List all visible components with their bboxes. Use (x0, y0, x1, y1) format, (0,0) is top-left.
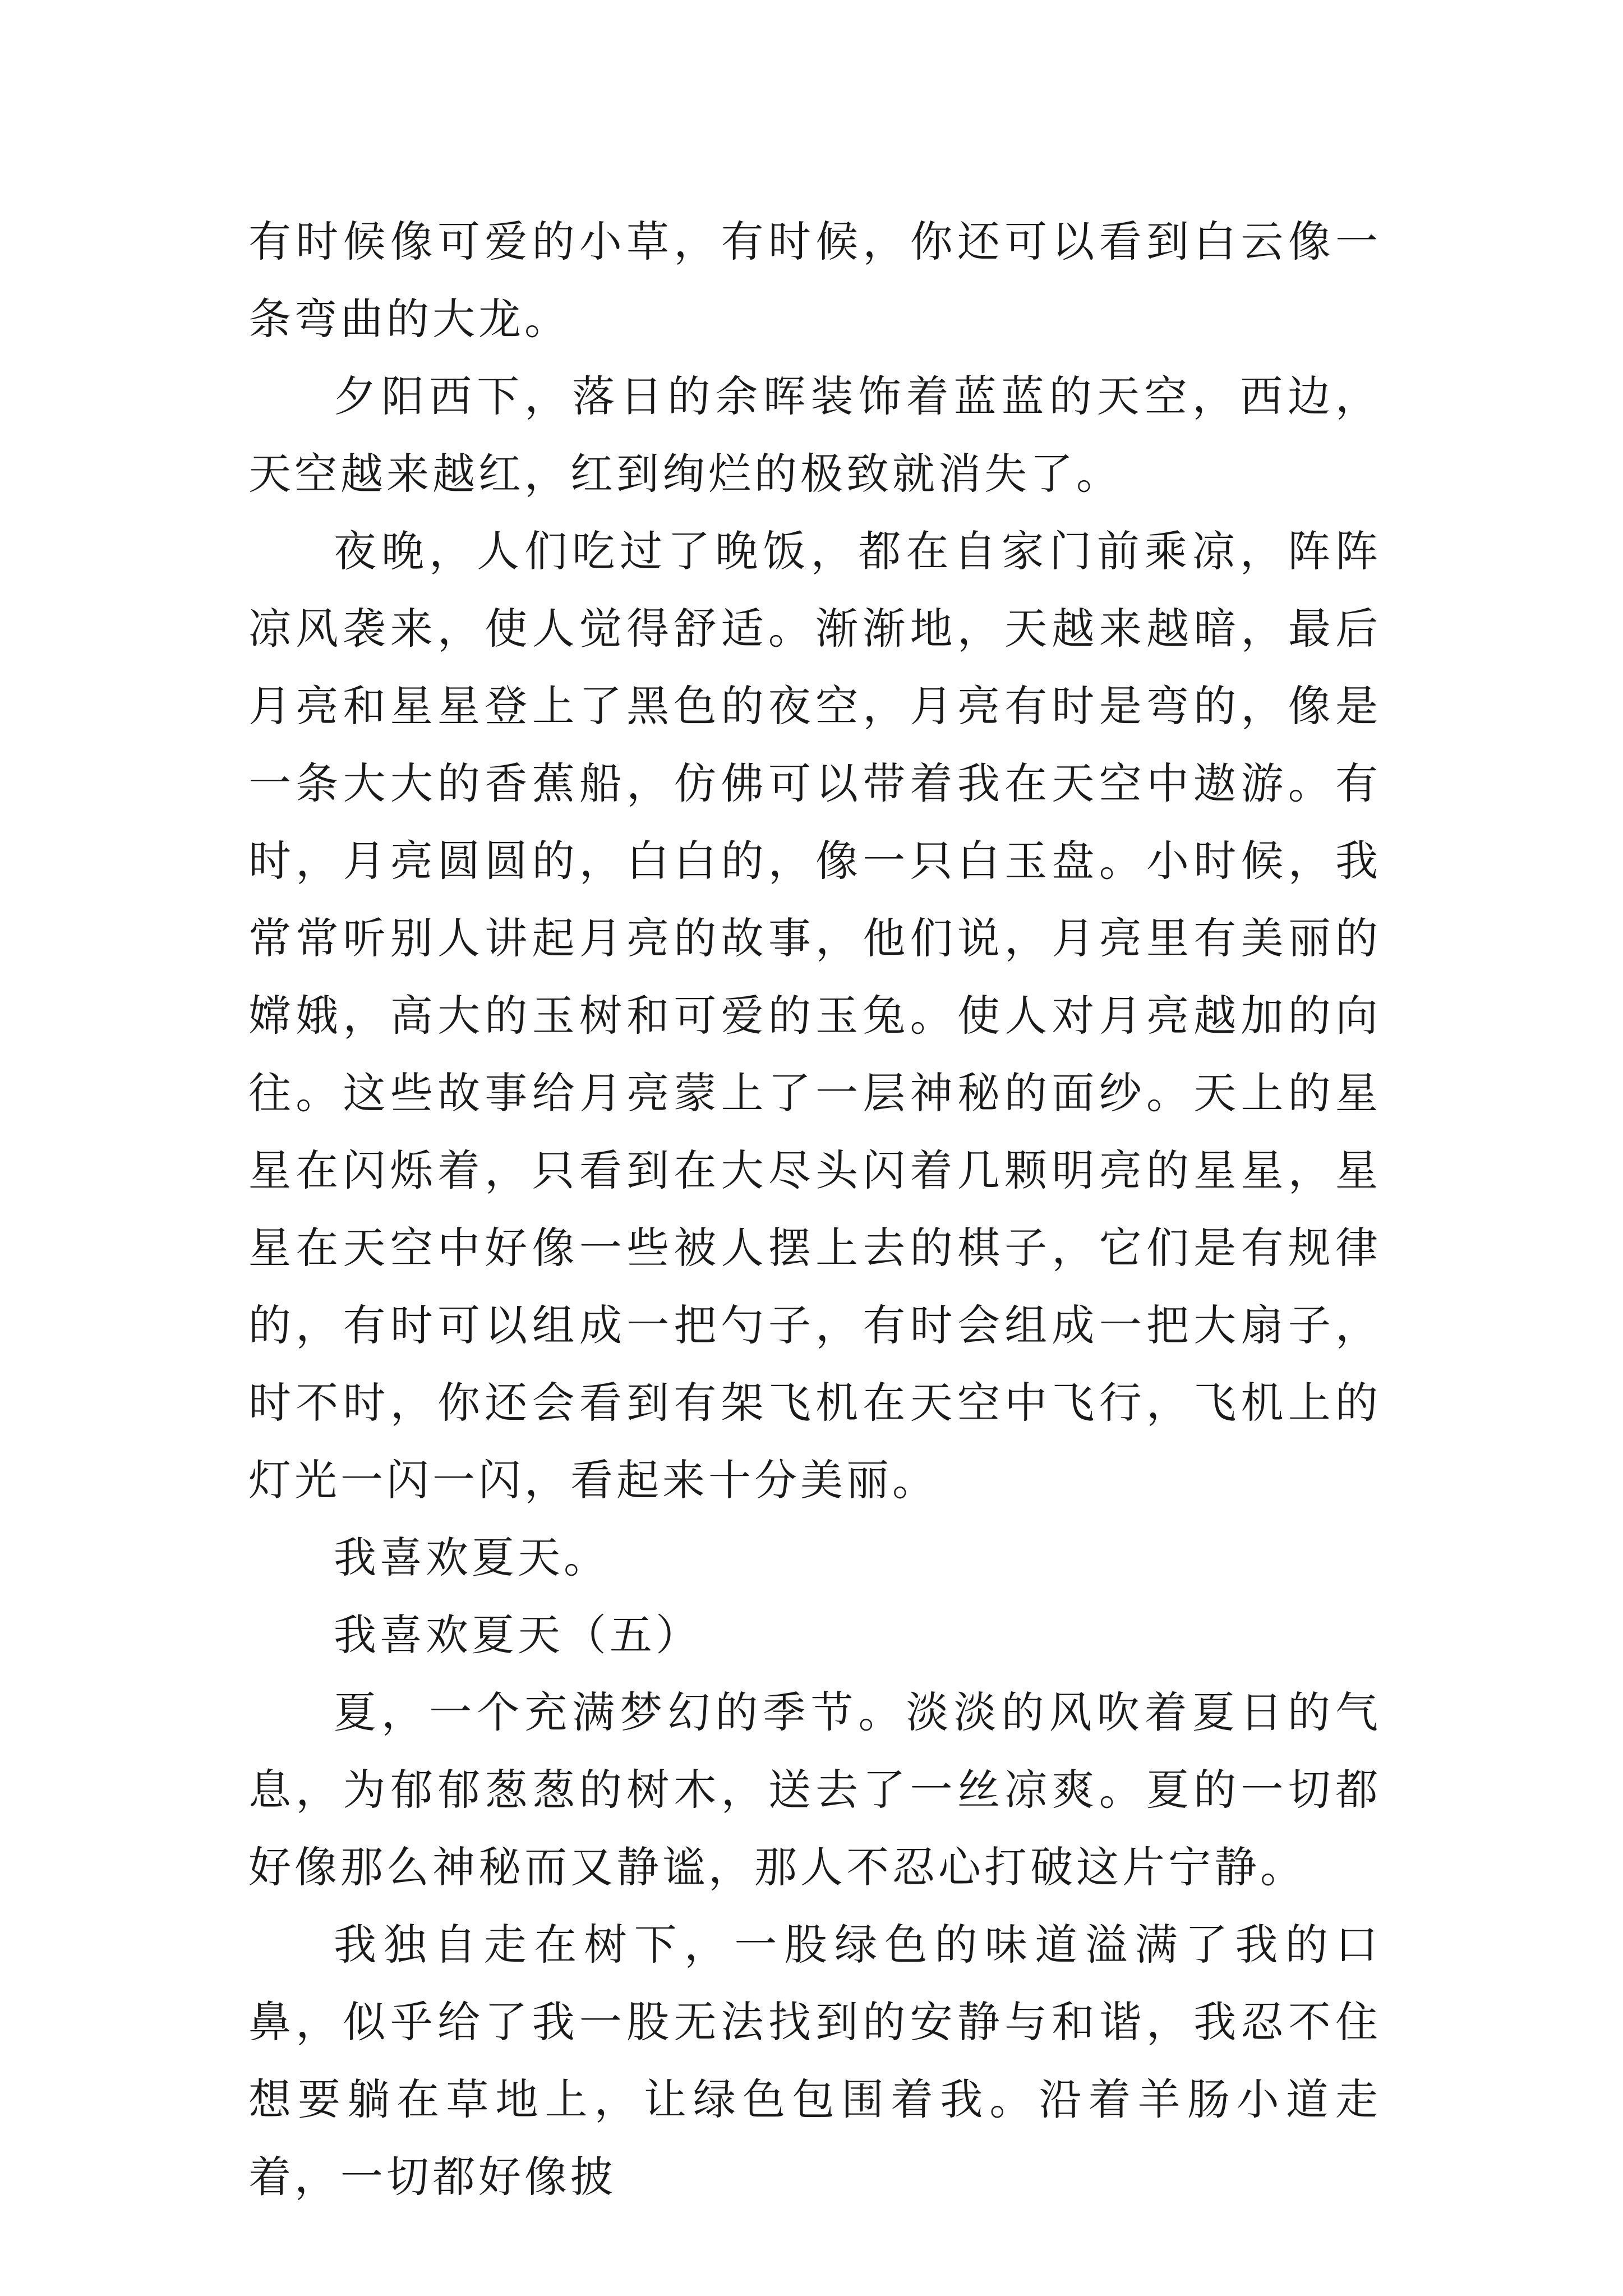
essay-title: 我喜欢夏天（五） (334, 1610, 702, 1660)
paragraph-conclusion: 我喜欢夏天。 (334, 1533, 610, 1582)
paragraph-summer-intro: 夏，一个充满梦幻的季节。淡淡的风吹着夏日的气息，为郁郁葱葱的树木，送去了一丝凉爽。夏的一切都好像那么神秘而又静谧，那人不忍心打破这片宁静。 (248, 1687, 1381, 1892)
body-text (248, 203, 1381, 2216)
paragraph-sunset: 夕阳西下，落日的余晖装饰着蓝蓝的天空，西边，天空越来越红，红到绚烂的极致就消失了。 (248, 371, 1381, 499)
paragraph-night: 夜晚，人们吃过了晚饭，都在自家门前乘凉，阵阵凉风袭来，使人觉得舒适。渐渐地，天越来越暗，最后月亮和星星登上了黑色的夜空，月亮有时是弯的，像是一条大大的香蕉船，仿佛可以带着我在天空中遨游。有时，月亮圆圆的，白白的，像一只白玉盘。小时候，我常常听别人讲起月亮的故事，他们说，月亮里有美丽的嫦娥，高大的玉树和可爱的玉兔。使人对月亮越加的向往。这些故事给月亮蒙上了一层神秘的面纱。天上的星星在闪烁着，只看到在大尽头闪着几颗明亮的星星，星星在天空中好像一些被人摆上去的棋子，它们是有规律的，有时可以组成一把勺子，有时会组成一把大扇子，时不时，你还会看到有架飞机在天空中飞行，飞机上的灯光一闪一闪，看起来十分美丽。 (248, 526, 1381, 1505)
paragraph-walk: 我独自走在树下，一股绿色的味道溢满了我的口鼻，似乎给了我一股无法找到的安静与和谐，我忍不住想要躺在草地上，让绿色包围着我。沿着羊肠小道走着，一切都好像披 (248, 1920, 1381, 2202)
paragraph-continued: 有时候像可爱的小草，有时候，你还可以看到白云像一条弯曲的大龙。 (248, 217, 1381, 344)
